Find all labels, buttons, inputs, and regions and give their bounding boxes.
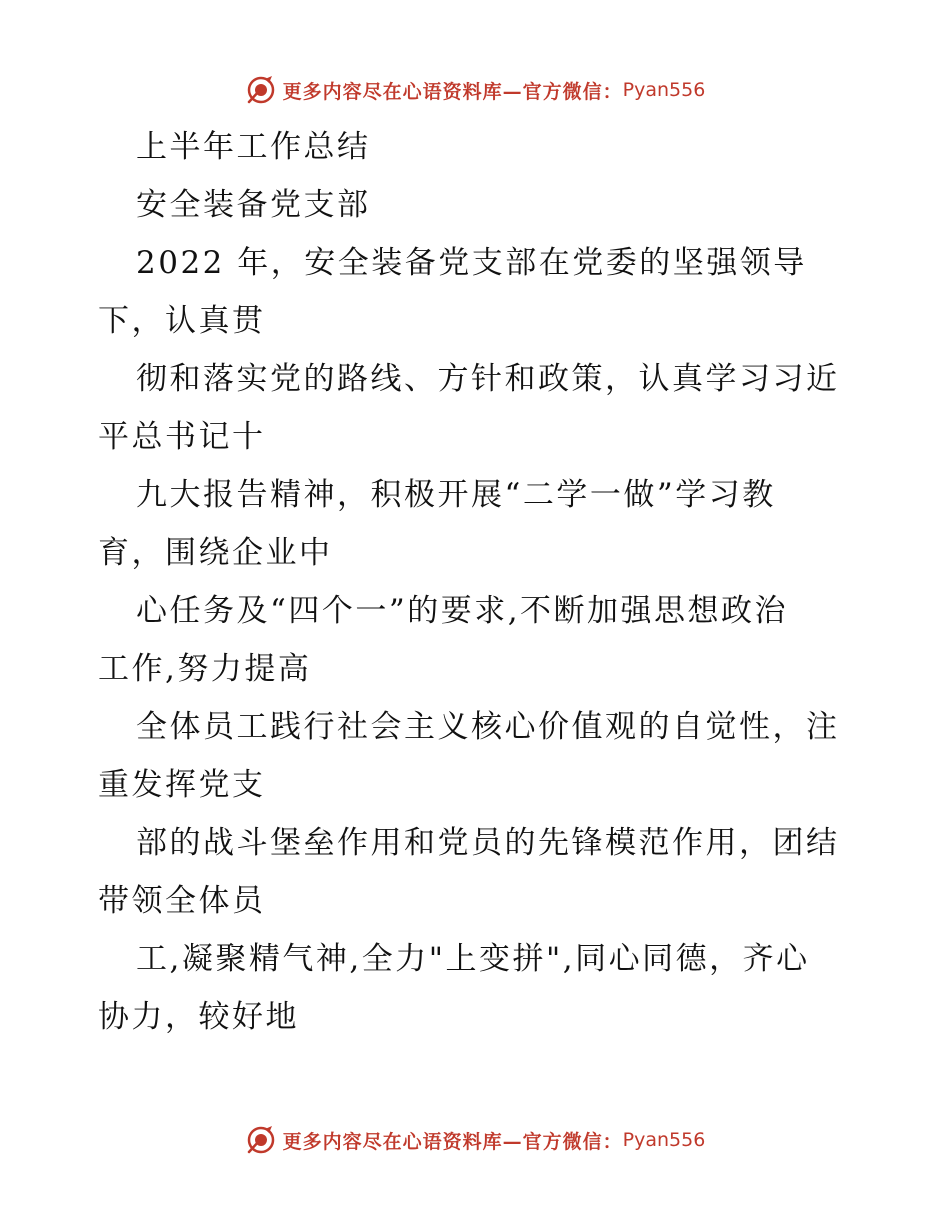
banner-wechat-id: Pyan556: [622, 79, 706, 101]
header-banner: [0, 70, 950, 110]
text-line: 安全装备党支部: [136, 187, 371, 223]
text-line: 九大报告精神，积极开展“二学一做”学习教: [136, 477, 776, 513]
banner-text: 更多内容尽在心语资料库—官方微信：: [282, 1130, 623, 1153]
text-line: 心任务及“四个一”的要求,不断加强思想政治: [136, 593, 789, 629]
text-line: 工作,努力提高: [98, 651, 312, 687]
text-line: 育，围绕企业中: [98, 535, 333, 571]
text-line: 下，认真贯: [98, 303, 266, 339]
text-line: 带领全体员: [98, 883, 266, 919]
text-line: 全体员工践行社会主义核心价值观的自觉性，注: [136, 709, 840, 745]
text-line: 部的战斗堡垒作用和党员的先锋模范作用，团结: [136, 825, 840, 861]
banner-wechat-id: Pyan556: [622, 1129, 706, 1151]
banner-text: 更多内容尽在心语资料库—官方微信：: [282, 80, 623, 103]
text-line: 重发挥党支: [98, 767, 266, 803]
text-line: 彻和落实党的路线、方针和政策，认真学习习近: [136, 361, 840, 397]
document-body: [98, 118, 868, 1046]
text-line: 2022 年，安全装备党支部在党委的坚强领导: [136, 245, 807, 281]
text-line: 平总书记十: [98, 419, 266, 455]
quill-seal-icon: [245, 74, 277, 106]
text-line: 协力，较好地: [98, 999, 299, 1035]
text-line: 上半年工作总结: [136, 129, 371, 165]
footer-banner: [0, 1120, 950, 1160]
text-line: 工,凝聚精气神,全力"上变拼",同心同德，齐心: [136, 941, 810, 977]
quill-seal-icon: [245, 1124, 277, 1156]
